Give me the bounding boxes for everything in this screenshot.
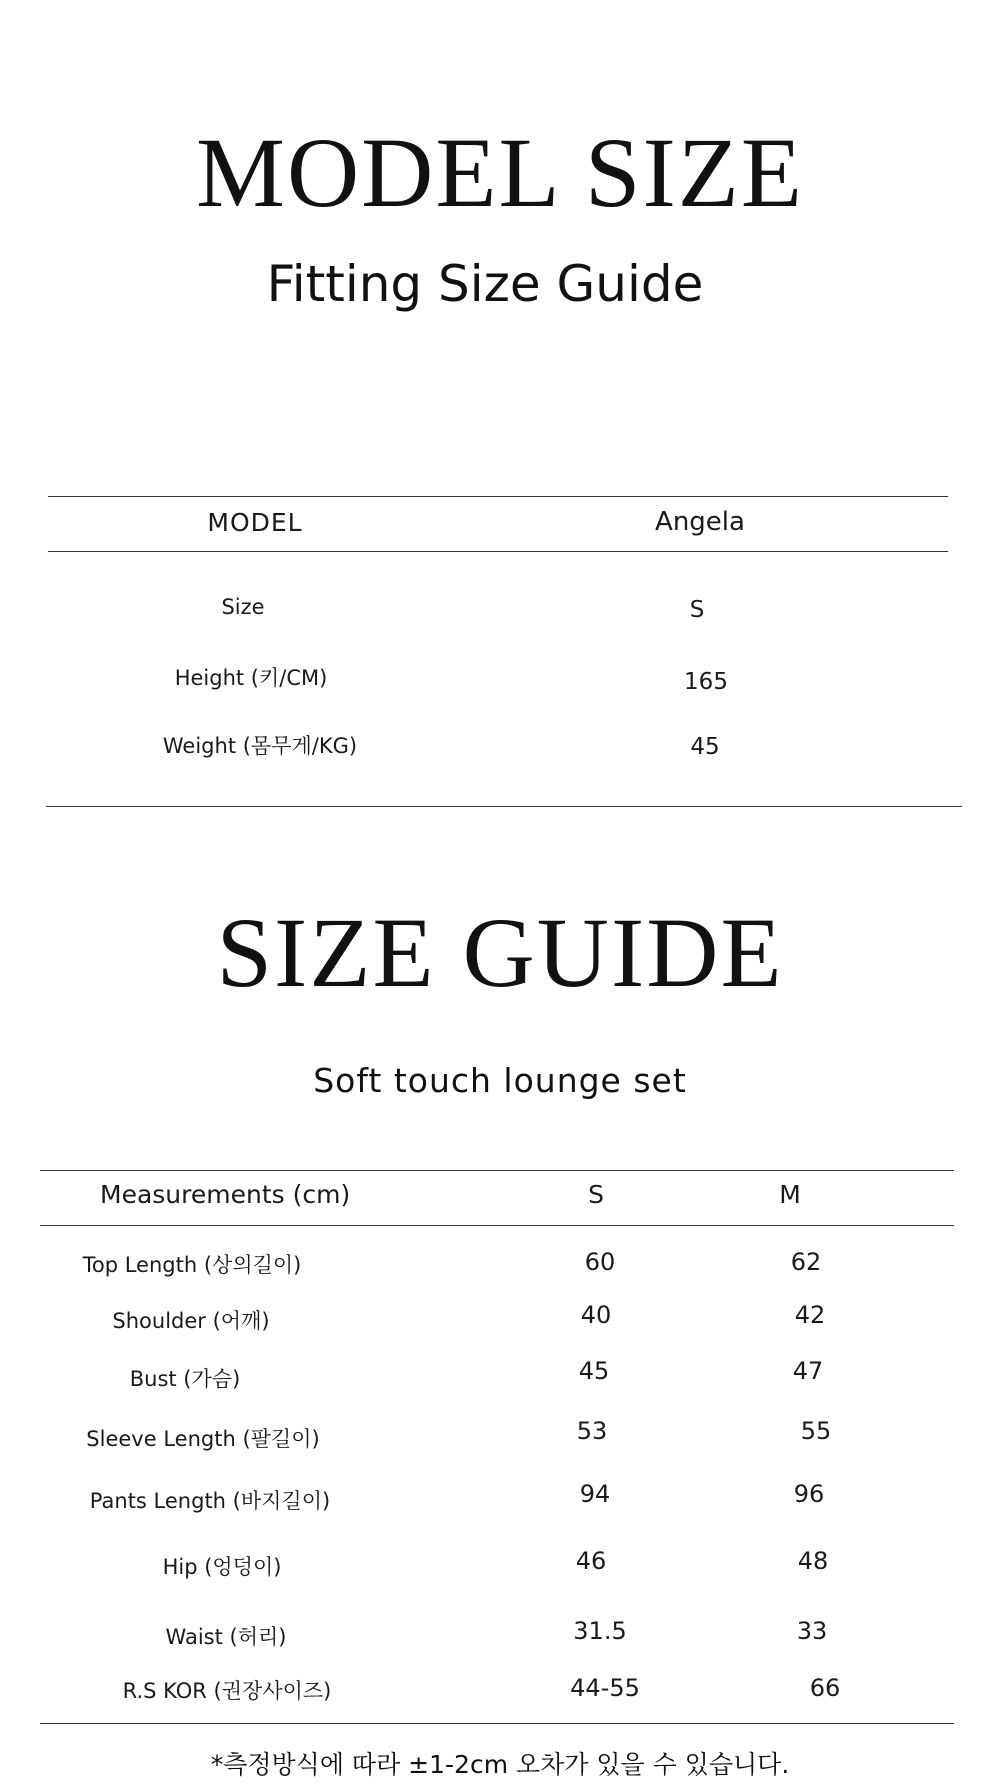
product-name: Soft touch lounge set bbox=[313, 1061, 687, 1100]
model-row-label: Height (키/CM) bbox=[174, 666, 328, 690]
size-header-m: M bbox=[779, 1180, 801, 1209]
size-row-m: 33 bbox=[796, 1617, 828, 1645]
model-row-label: Size bbox=[221, 595, 265, 619]
size-table-bottom-rule bbox=[40, 1723, 954, 1724]
model-table-bottom-rule bbox=[46, 806, 962, 807]
size-guide-title: SIZE GUIDE bbox=[216, 897, 784, 1008]
model-row-label: Weight (몸무게/KG) bbox=[162, 734, 358, 758]
size-row-label: Pants Length (바지길이) bbox=[89, 1489, 331, 1513]
size-row-m: 55 bbox=[800, 1417, 832, 1445]
model-table-top-rule bbox=[48, 496, 948, 497]
fitting-size-guide-subtitle: Fitting Size Guide bbox=[266, 255, 704, 313]
model-row-value: S bbox=[689, 597, 705, 623]
size-header-s: S bbox=[588, 1180, 604, 1209]
model-size-title: MODEL SIZE bbox=[196, 117, 804, 228]
size-row-m: 47 bbox=[792, 1357, 824, 1385]
size-row-s: 45 bbox=[578, 1357, 610, 1385]
size-row-label: Top Length (상의길이) bbox=[82, 1253, 302, 1277]
size-row-label: Hip (엉덩이) bbox=[162, 1555, 282, 1579]
measurement-note: *측정방식에 따라 ±1-2cm 오차가 있을 수 있습니다. bbox=[210, 1750, 790, 1779]
size-header-measurements: Measurements (cm) bbox=[100, 1180, 351, 1209]
size-row-s: 60 bbox=[584, 1248, 616, 1276]
size-table-header-rule bbox=[40, 1225, 954, 1226]
size-row-label: R.S KOR (권장사이즈) bbox=[122, 1679, 332, 1703]
size-row-m: 66 bbox=[809, 1674, 841, 1702]
size-row-m: 62 bbox=[790, 1248, 822, 1276]
model-header-label: MODEL bbox=[207, 508, 303, 537]
size-row-label: Waist (허리) bbox=[165, 1625, 287, 1649]
size-row-s: 31.5 bbox=[573, 1617, 627, 1645]
size-row-s: 53 bbox=[576, 1417, 608, 1445]
size-row-label: Sleeve Length (팔길이) bbox=[86, 1427, 320, 1451]
size-row-m: 96 bbox=[793, 1480, 825, 1508]
model-row-value: 165 bbox=[684, 669, 728, 695]
size-row-label: Shoulder (어깨) bbox=[112, 1309, 270, 1333]
size-row-s: 46 bbox=[575, 1547, 607, 1575]
size-row-s: 40 bbox=[580, 1301, 612, 1329]
model-row-value: 45 bbox=[690, 734, 720, 760]
size-row-label: Bust (가슴) bbox=[129, 1367, 241, 1391]
size-row-m: 42 bbox=[794, 1301, 826, 1329]
size-row-s: 44-55 bbox=[570, 1674, 640, 1702]
size-row-s: 94 bbox=[579, 1480, 611, 1508]
model-header-value: Angela bbox=[655, 507, 745, 537]
size-table-top-rule bbox=[40, 1170, 954, 1171]
model-table-header-rule bbox=[48, 551, 948, 552]
size-row-m: 48 bbox=[797, 1547, 829, 1575]
